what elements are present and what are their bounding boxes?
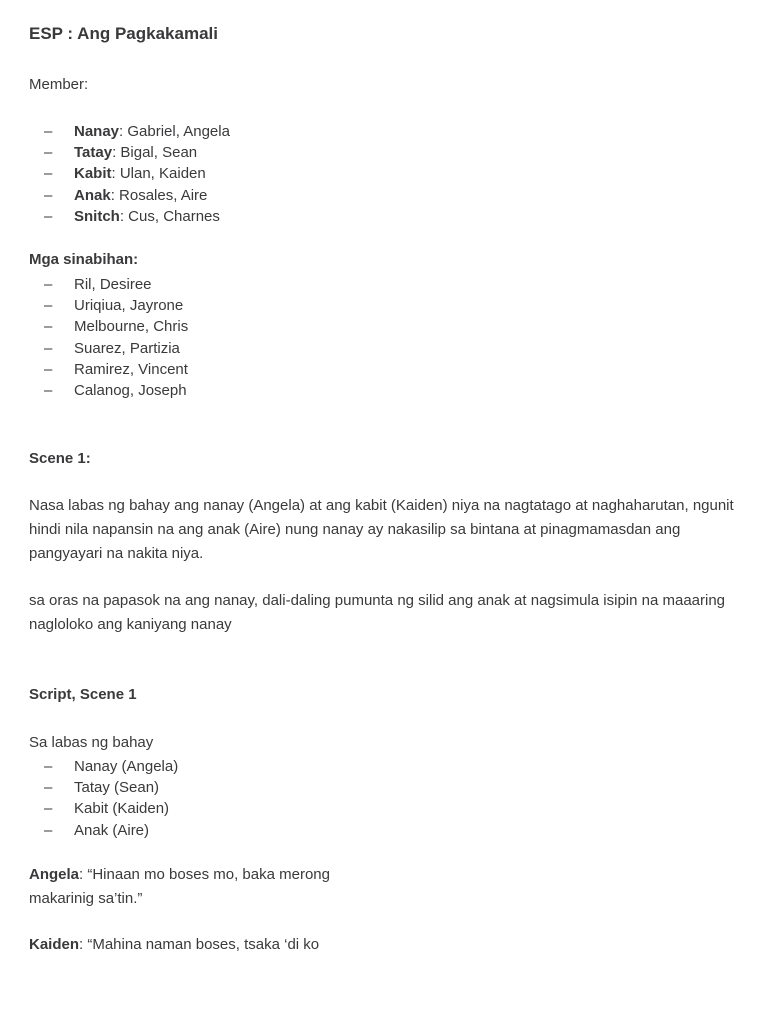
member-role: Snitch [74,207,120,225]
dialogue-line [29,933,359,957]
dash-marker: – [44,207,53,225]
sinabihan-label: Mga sinabihan: [29,251,139,268]
dialogue-line [29,863,359,911]
dash-marker: – [44,779,53,797]
list-item [29,798,178,819]
dialogue-text: : “Hinaan mo boses mo, baka merong makarinig sa’tin.” [29,866,330,907]
members-label: Member: [29,76,89,93]
dash-marker: – [44,381,53,399]
cast-member: Anak (Aire) [74,821,150,839]
scene1-paragraph-1: Nasa labas ng bahay ang nanay (Angela) at ang kabit (Kaiden) niya na nagtatago at naghaharutan, ngunit hindi nila napansin na ang anak (Aire) nung nanay ay nakasilip sa bintana at pinagmamasdan ang pangyayari na nakita niya. [29,497,734,562]
list-item [29,756,178,777]
member-names: : Gabriel, Angela [119,123,230,140]
dialogue-speaker: Kaiden [29,936,80,953]
list-item [29,163,230,184]
list-item [29,316,188,337]
document-title: ESP : Ang Pagkakamali [29,24,218,43]
dialogue-speaker: Angela [29,866,80,883]
member-names: : Ulan, Kaiden [111,165,206,183]
dash-marker: – [44,276,53,293]
member-role: Tatay [74,144,113,162]
scene1-heading: Scene 1: [29,450,91,467]
members-list [29,121,230,227]
person-name: Melbourne, Chris [74,318,189,336]
member-names: : Bigal, Sean [112,144,198,162]
cast-list [29,756,178,841]
script-heading: Script, Scene 1 [29,686,137,703]
person-name: Uriqiua, Jayrone [74,297,184,315]
dash-marker: – [44,186,53,204]
scene1-paragraph-2: sa oras na papasok na ang nanay, dali-daling pumunta ng silid ang anak at nagsimula isipin na maaaring nagloloko ang kaniyang nanay [29,592,726,633]
dialogue-text: : “Mahina naman boses, tsaka ‘di ko [79,936,320,953]
list-item [29,380,188,401]
dash-marker: – [44,144,53,162]
list-item [29,206,230,227]
list-item [29,338,188,359]
list-item [29,295,188,316]
person-name: Suarez, Partizia [74,339,180,357]
list-item [29,820,178,841]
dash-marker: – [44,758,53,775]
cast-member: Nanay (Angela) [74,758,179,775]
script-setting: Sa labas ng bahay [29,734,154,751]
dash-marker: – [44,800,53,818]
person-name: Ril, Desiree [74,276,152,293]
person-name: Ramirez, Vincent [74,360,188,378]
list-item [29,142,230,163]
dash-marker: – [44,821,53,839]
member-names: : Cus, Charnes [119,207,220,225]
cast-member: Tatay (Sean) [74,779,160,797]
member-names: : Rosales, Aire [110,186,208,204]
member-role: Anak [74,186,111,204]
dash-marker: – [44,165,53,183]
member-role: Kabit [74,165,112,183]
person-name: Calanog, Joseph [74,381,187,399]
dash-marker: – [44,339,53,357]
list-item [29,777,178,798]
list-item [29,185,230,206]
cast-member: Kabit (Kaiden) [74,800,170,818]
list-item [29,121,230,142]
sinabihan-list [29,274,188,401]
dash-marker: – [44,123,53,140]
list-item [29,274,188,295]
dash-marker: – [44,297,53,315]
dash-marker: – [44,318,53,336]
dash-marker: – [44,360,53,378]
list-item [29,359,188,380]
member-role: Nanay [74,123,120,140]
